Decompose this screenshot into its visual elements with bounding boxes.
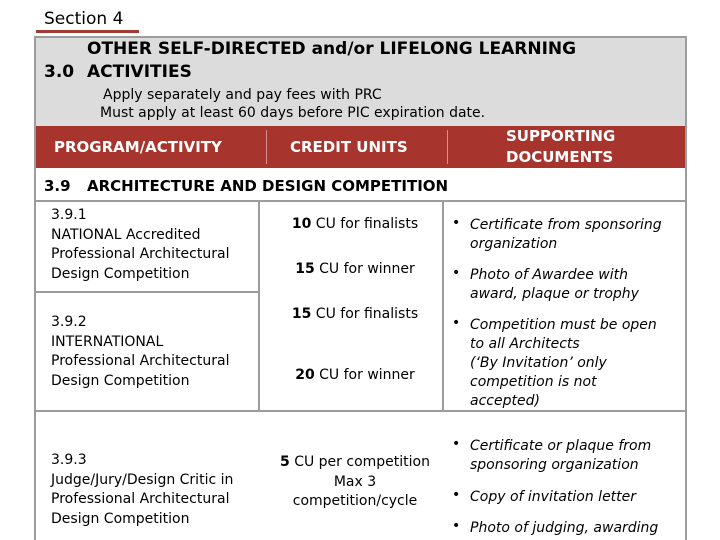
program-line: Design Competition — [51, 265, 190, 282]
row-divider — [36, 200, 685, 202]
credit-amount: 15 — [295, 261, 315, 277]
program-3-9-1 — [51, 206, 229, 284]
subsection-number: 3.9 — [44, 177, 71, 195]
credit-text: CU for winner — [314, 367, 415, 383]
document-line: competition is not — [470, 374, 597, 390]
credit-amount: 15 — [291, 306, 312, 322]
bullet-icon: • — [452, 215, 461, 231]
credit-text: CU for finalists — [311, 306, 419, 322]
document-line: sponsoring organization — [470, 457, 639, 473]
header-program: PROGRAM/ACTIVITY — [54, 138, 222, 156]
row-divider — [36, 291, 260, 293]
header-divider — [447, 130, 448, 164]
credit-text: CU for finalists — [311, 216, 419, 232]
document-line: Copy of invitation letter — [470, 489, 637, 505]
document-line: Certificate from sponsoring — [470, 217, 662, 233]
credit-max: Max 3 — [333, 473, 377, 490]
bullet-icon: • — [452, 315, 461, 331]
bullet-icon: • — [452, 518, 461, 534]
section-label: Section 4 — [44, 9, 124, 29]
note-line-1: Apply separately and pay fees with PRC — [103, 87, 382, 103]
document-line: organization — [470, 236, 558, 252]
credit-winner-national — [270, 260, 440, 280]
title-line-1: OTHER SELF-DIRECTED and/or LIFELONG LEARNING — [87, 39, 577, 59]
program-line: NATIONAL Accredited — [51, 226, 201, 243]
bullet-icon: • — [452, 487, 461, 503]
document-line: Photo of Awardee with — [470, 267, 628, 283]
program-line: Professional Architectural — [51, 491, 230, 507]
document-item — [470, 437, 651, 475]
credit-judge — [270, 453, 440, 512]
document-item — [470, 488, 636, 507]
bullet-icon: • — [452, 436, 461, 452]
credit-text: CU for winner — [314, 261, 415, 277]
document-line: award, plaque or trophy — [470, 286, 639, 302]
document-item — [470, 316, 657, 411]
credit-text: CU per competition — [289, 454, 430, 470]
program-line: Professional Architectural — [51, 353, 230, 369]
document-line: Photo of judging, awarding — [470, 520, 659, 536]
document-item — [470, 266, 639, 304]
program-line: Professional Architectural — [51, 246, 230, 262]
column-divider — [442, 202, 444, 412]
title-number: 3.0 — [44, 62, 75, 82]
credit-finalists-national — [270, 215, 440, 235]
header-docs-line-1: SUPPORTING — [506, 127, 616, 145]
program-line: Design Competition — [51, 510, 190, 527]
program-line: Judge/Jury/Design Critic in — [51, 471, 234, 488]
program-3-9-2 — [51, 313, 229, 391]
document-line: Competition must be open — [470, 317, 657, 333]
column-divider — [258, 202, 260, 412]
subsection-title: ARCHITECTURE AND DESIGN COMPETITION — [87, 177, 449, 195]
bullet-icon: • — [452, 265, 461, 281]
header-credit-units: CREDIT UNITS — [290, 138, 408, 156]
program-line: INTERNATIONAL — [51, 333, 164, 350]
document-line: accepted) — [470, 393, 540, 409]
credit-amount: 10 — [291, 216, 312, 232]
credit-cycle: competition/cycle — [292, 493, 418, 509]
credit-amount: 20 — [295, 367, 315, 383]
program-line: Design Competition — [51, 372, 190, 389]
title-line-2: ACTIVITIES — [87, 62, 192, 82]
program-line: 3.9.3 — [51, 452, 87, 468]
document-item — [470, 519, 658, 538]
program-line: 3.9.1 — [51, 207, 87, 223]
document-item — [470, 216, 662, 254]
credit-amount: 5 — [280, 454, 290, 470]
document-line: Certificate or plaque from — [470, 438, 652, 454]
document-line: (‘By Invitation’ only — [470, 355, 607, 371]
header-divider — [266, 130, 267, 164]
program-3-9-3 — [51, 451, 233, 529]
header-docs-line-2: DOCUMENTS — [506, 148, 614, 166]
program-line: 3.9.2 — [51, 314, 87, 330]
document-line: to all Architects — [470, 336, 580, 352]
credit-finalists-international — [270, 305, 440, 325]
note-line-2: Must apply at least 60 days before PIC expiration date. — [100, 105, 486, 121]
section-underline — [36, 30, 139, 33]
credit-winner-international — [270, 366, 440, 386]
